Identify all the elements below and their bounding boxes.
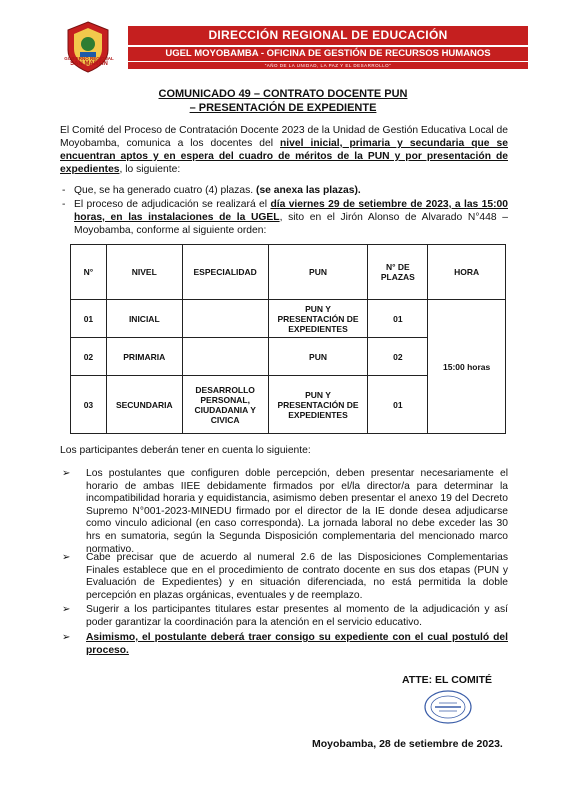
header-cell: ESPECIALIDAD — [182, 245, 268, 300]
point-text: Los postulantes que configuren doble percepción, deben presentar necesariamente el horario de ambas IIEE debidamente firmados por el/la director/a para determinar la incompatibilidad horaria y equidistancia, asimismo deben presentar el anexo 19 del Decreto Supremo N°001-2023-MINEDU firmado por el director de la IE donde desea adjudicarse como vinculo adicional (en caso corresponda). La jornada laboral no debe exceder las 30 hrs en sumatoria, según la Segunda Disposición complementaria del mencionado marco normativo. — [86, 468, 508, 555]
arrow-bullet-icon: ➢ — [62, 604, 71, 615]
cell-plazas: 01 — [368, 376, 428, 434]
point-expediente — [62, 632, 508, 657]
cell-nivel: PRIMARIA — [106, 338, 182, 376]
participants-intro: Los participantes deberán tener en cuenta lo siguiente: — [60, 445, 311, 456]
regional-government-logo — [62, 20, 114, 80]
arrow-bullet-icon: ➢ — [62, 552, 71, 563]
intro-text: El Comité del Proceso de Contratación Docente 2023 de la Unidad de Gestión Educativa Local de Moyobamba, comunica a los docentes del — [60, 125, 508, 149]
point-doble-percepcion — [62, 468, 508, 556]
point-text: Sugerir a los participantes titulares estar presentes al momento de la adjudicación y así poder garantizar la coordinación para la atención en el servicio educativo. — [86, 604, 508, 628]
cell-n: 01 — [71, 300, 107, 338]
bullet-adjudication-place: , sito en el Jirón Alonso de Alvarado N°448 – Moyobamba, conforme al siguiente orden: — [74, 212, 508, 236]
logo-name: GOBIERNO REGIONAL — [64, 56, 114, 61]
bullet-plazas-text: Que, se ha generado cuatro (4) plazas. — [74, 185, 257, 196]
point-text: Asimismo, el postulante deberá traer consigo su expediente con el cual postuló del proceso. — [86, 632, 508, 656]
bullet-mark: - — [62, 185, 66, 196]
cell-plazas: 01 — [368, 300, 428, 338]
arrow-bullet-icon: ➢ — [62, 632, 71, 643]
point-titulares — [62, 604, 508, 629]
header-subtitle: UGEL MOYOBAMBA - OFICINA DE GESTIÓN DE RECURSOS HUMANOS — [128, 47, 528, 61]
committee-stamp-icon — [423, 689, 473, 725]
logo-region: SAN MARTIN — [70, 61, 108, 67]
intro-end: , lo siguiente: — [119, 164, 181, 175]
bullet-plazas — [62, 184, 508, 197]
cell-nivel: SECUNDARIA — [106, 376, 182, 434]
cell-hora: 15:00 horas — [428, 300, 506, 434]
arrow-bullet-icon: ➢ — [62, 468, 71, 479]
plazas-table — [70, 244, 506, 434]
cell-pun: PUN Y PRESENTACIÓN DE EXPEDIENTES — [268, 376, 368, 434]
point-disposiciones — [62, 552, 508, 602]
header-cell: PUN — [268, 245, 368, 300]
bullet-adjudication-text: El proceso de adjudicación se realizará el — [74, 199, 271, 210]
header-cell: HORA — [428, 245, 506, 300]
cell-pun: PUN Y PRESENTACIÓN DE EXPEDIENTES — [268, 300, 368, 338]
bullet-adjudication-date: día viernes 29 de setiembre de 2023, a las 15:00 horas, en las instalaciones de la UGEL — [74, 199, 508, 223]
intro-paragraph — [60, 124, 508, 176]
cell-nivel: INICIAL — [106, 300, 182, 338]
bullet-plazas-note: (se anexa las plazas). — [256, 185, 361, 196]
header-cell: N° DE PLAZAS — [368, 245, 428, 300]
cell-especialidad — [182, 300, 268, 338]
signature-label: ATTE: EL COMITÉ — [402, 674, 493, 686]
intro-highlight: nivel inicial, primaria y secundaria que se encuentran aptos y en espera del cuadro de méritos de la PUN y por presentación de expedientes — [60, 138, 508, 175]
document-title-line1: COMUNICADO 49 – CONTRATO DOCENTE PUN — [158, 88, 408, 100]
header-cell: NIVEL — [106, 245, 182, 300]
cell-plazas: 02 — [368, 338, 428, 376]
cell-especialidad — [182, 338, 268, 376]
table-header-row — [71, 245, 506, 300]
document-title-line2: – PRESENTACIÓN DE EXPEDIENTE — [189, 102, 377, 114]
table-row — [71, 300, 506, 338]
logo-caption — [58, 56, 120, 68]
cell-pun: PUN — [268, 338, 368, 376]
place-date: Moyobamba, 28 de setiembre de 2023. — [312, 738, 503, 750]
bullet-mark: - — [62, 199, 66, 210]
cell-n: 02 — [71, 338, 107, 376]
header-title: DIRECCIÓN REGIONAL DE EDUCACIÓN — [128, 26, 528, 45]
header-cell: N° — [71, 245, 107, 300]
header-motto: "AÑO DE LA UNIDAD, LA PAZ Y EL DESARROLLO" — [128, 62, 528, 69]
cell-n: 03 — [71, 376, 107, 434]
bullet-adjudication — [62, 198, 508, 237]
point-text: Cabe precisar que de acuerdo al numeral 2.6 de las Disposiciones Complementarias Finales establece que en el procedimiento de contrato docente en sus dos etapas (PUN y Evaluación de Expedientes) y en situación diferenciada, no está permitida la doble percepción en plazas orgánicas, eventuales y de reemplazo. — [86, 552, 508, 601]
cell-especialidad: DESARROLLO PERSONAL, CIUDADANIA Y CIVICA — [182, 376, 268, 434]
